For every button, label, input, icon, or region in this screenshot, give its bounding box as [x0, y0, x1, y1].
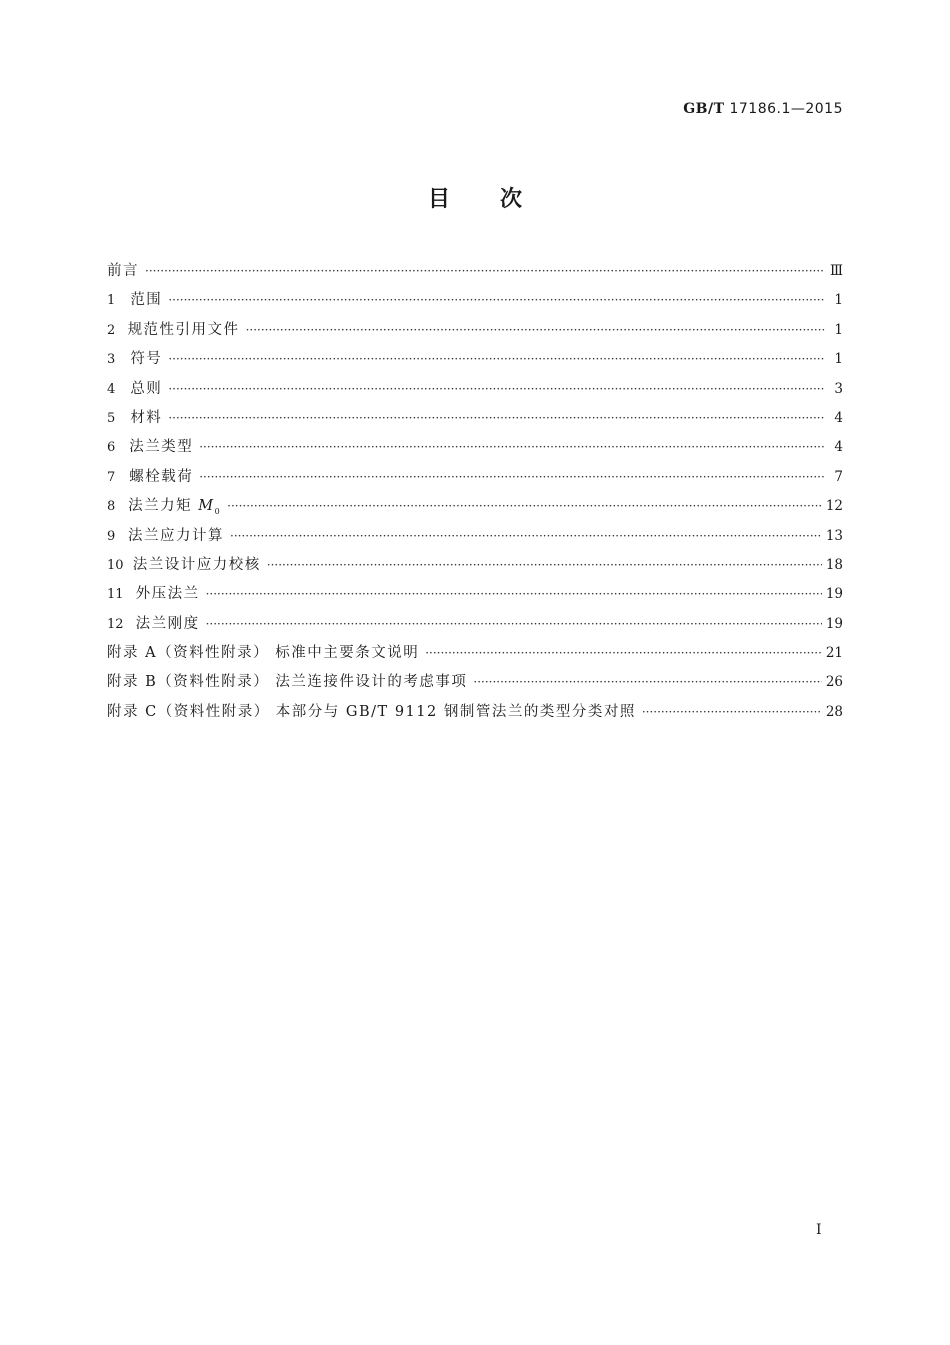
toc-entry-number: 3	[107, 352, 116, 368]
toc-entry-number: 9	[107, 528, 116, 544]
toc-entry-number: 12	[107, 616, 124, 632]
toc-dot-leader	[206, 580, 822, 609]
toc-entry-label: 规范性引用文件	[127, 321, 240, 338]
toc-entry-1[interactable]	[107, 286, 843, 315]
toc-entry-number: 2	[107, 322, 116, 338]
toc-entry-page: 4	[834, 409, 843, 426]
toc-entry-page: 21	[825, 645, 843, 662]
toc-dot-leader	[230, 522, 822, 551]
table-of-contents	[107, 257, 843, 727]
toc-entry-number: 7	[107, 469, 116, 485]
toc-entry-9[interactable]	[107, 522, 843, 551]
toc-entry-label: 法兰设计应力校核	[132, 556, 261, 573]
toc-entry-12[interactable]	[107, 610, 843, 639]
toc-entry-page: Ⅲ	[829, 263, 843, 279]
page-number: I	[816, 1222, 822, 1238]
toc-entry-6[interactable]	[107, 433, 843, 462]
toc-entry-label: 材料	[130, 409, 163, 426]
toc-dot-leader	[199, 463, 825, 492]
toc-entry-page: 19	[825, 586, 843, 603]
toc-entry-3[interactable]	[107, 345, 843, 374]
toc-entry-label: 外压法兰	[135, 586, 200, 603]
toc-entry-annex-b[interactable]	[107, 668, 843, 697]
toc-entry-number: 6	[107, 440, 116, 456]
toc-entry-number: 8	[107, 499, 116, 515]
toc-entry-page: 19	[825, 615, 843, 632]
toc-dot-leader	[246, 316, 825, 345]
toc-dot-leader	[206, 610, 822, 639]
toc-dot-leader	[642, 698, 822, 727]
toc-dot-leader	[168, 286, 825, 315]
toc-dot-leader	[425, 639, 822, 668]
toc-dot-leader	[473, 668, 821, 697]
toc-entry-4[interactable]	[107, 375, 843, 404]
standard-code	[683, 101, 843, 117]
toc-dot-leader	[168, 375, 825, 404]
toc-dot-leader	[145, 257, 825, 286]
toc-entry-label: 法兰应力计算	[128, 527, 225, 544]
toc-entry-page: 12	[825, 498, 843, 515]
toc-entry-page: 1	[834, 351, 843, 368]
toc-entry-label: 符号	[130, 351, 163, 368]
toc-entry-11[interactable]	[107, 580, 843, 609]
toc-entry-label: 附录 B（资料性附录） 法兰连接件设计的考虑事项	[107, 674, 468, 691]
toc-entry-5[interactable]	[107, 404, 843, 433]
toc-entry-label: 法兰刚度	[135, 615, 200, 632]
standard-prefix: GB/T	[683, 101, 725, 117]
toc-entry-7[interactable]	[107, 463, 843, 492]
toc-entry-label: 范围	[130, 292, 163, 309]
toc-entry-page: 3	[834, 380, 843, 397]
toc-entry-label-text: 法兰力矩 M	[128, 498, 215, 515]
toc-dot-leader	[199, 433, 825, 462]
toc-entry-page: 28	[825, 703, 843, 720]
toc-entry-label: 总则	[130, 380, 163, 397]
toc-entry-page: 4	[834, 439, 843, 456]
toc-entry-10[interactable]	[107, 551, 843, 580]
toc-entry-label: 附录 A（资料性附录） 标准中主要条文说明	[107, 645, 420, 662]
toc-entry-number: 10	[107, 557, 124, 573]
toc-entry-page: 7	[834, 468, 843, 485]
toc-dot-leader	[227, 492, 822, 521]
standard-number: 17186.1—2015	[729, 101, 843, 117]
toc-entry-number: 5	[107, 410, 116, 426]
toc-entry-annex-a[interactable]	[107, 639, 843, 668]
toc-entry-label: 附录 C（资料性附录） 本部分与 GB/T 9112 钢制管法兰的类型分类对照	[107, 703, 636, 720]
toc-entry-page: 13	[825, 527, 843, 544]
toc-entry-page: 1	[834, 292, 843, 309]
toc-entry-page: 1	[834, 321, 843, 338]
toc-entry-number: 1	[107, 293, 116, 309]
toc-entry-annex-c[interactable]	[107, 698, 843, 727]
toc-entry-label: 螺栓载荷	[129, 468, 194, 485]
toc-entry-label: 前言	[107, 263, 139, 279]
toc-dot-leader	[168, 345, 825, 374]
toc-entry-8[interactable]	[107, 492, 843, 521]
toc-entry-number: 4	[107, 381, 116, 397]
page-title: 目次	[427, 187, 572, 212]
toc-entry-label-subscript: 0	[214, 507, 222, 517]
toc-entry-foreword[interactable]	[107, 257, 843, 286]
toc-entry-page: 18	[825, 556, 843, 573]
toc-dot-leader	[267, 551, 822, 580]
toc-entry-page: 26	[825, 674, 843, 691]
toc-entry-2[interactable]	[107, 316, 843, 345]
toc-entry-number: 11	[107, 587, 124, 603]
symbol-m: M	[198, 498, 215, 515]
toc-entry-label: 法兰类型	[129, 439, 194, 456]
toc-dot-leader	[168, 404, 825, 433]
